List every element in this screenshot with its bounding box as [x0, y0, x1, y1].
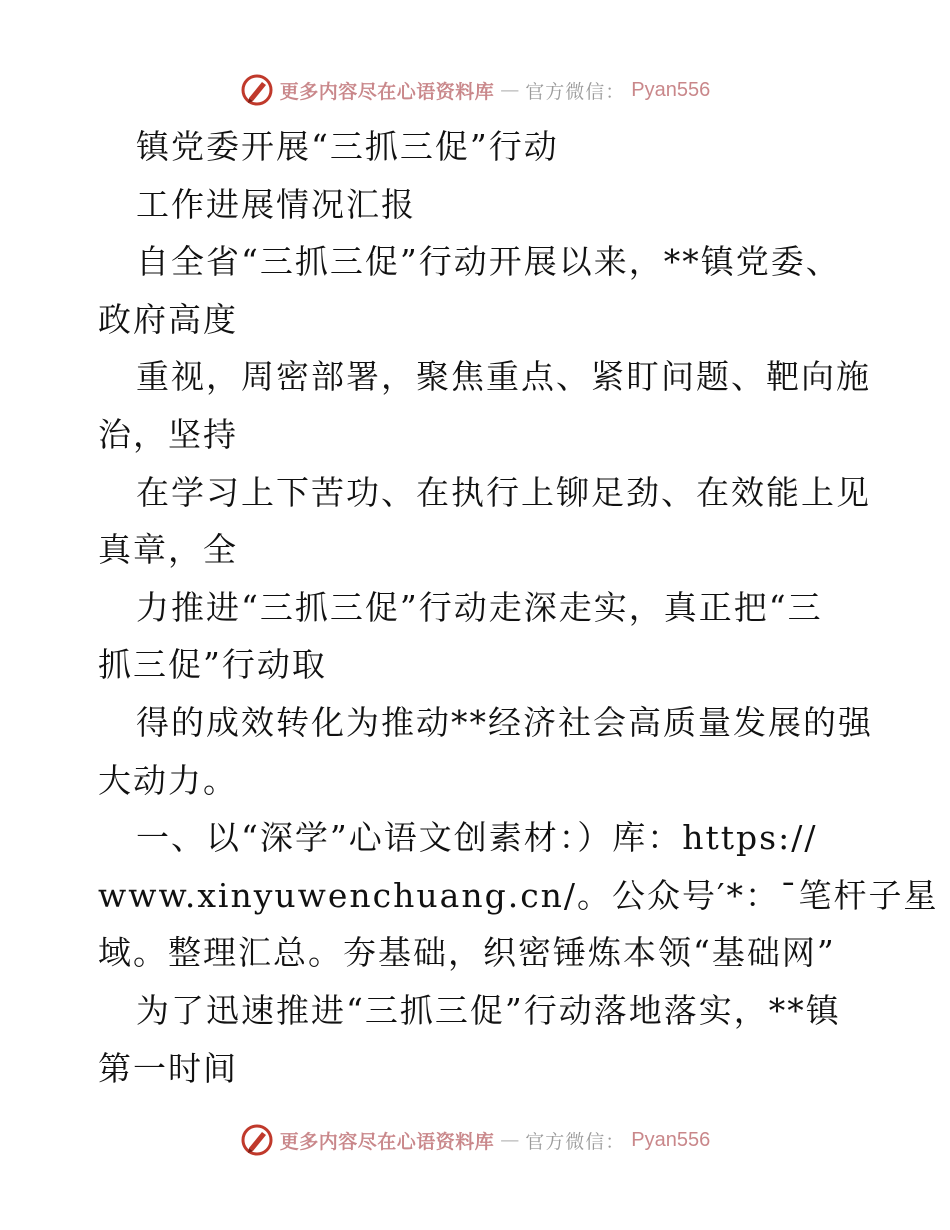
text-line: 自全省“三抓三促”行动开展以来，**镇党委、: [136, 242, 841, 282]
text-line: 域。整理汇总。夯基础，织密锤炼本领“基础网”: [98, 933, 836, 973]
watermark-text: 更多内容尽在心语资料库: [279, 80, 495, 103]
header-watermark: [0, 70, 950, 110]
watermark-wechat-label: 官方微信：: [525, 1130, 626, 1153]
pen-logo-icon: [240, 73, 274, 107]
watermark-separator: —: [500, 79, 520, 101]
watermark-wechat-id: Pyan556: [631, 1128, 711, 1151]
text-line: 真章，全: [98, 530, 238, 570]
text-line: 为了迅速推进“三抓三促”行动落地落实，**镇: [136, 990, 841, 1030]
text-line: 一、以“深学”心语文创素材：）库：https://: [136, 818, 818, 858]
watermark-separator: —: [500, 1129, 520, 1151]
text-line: 政府高度: [98, 299, 238, 339]
text-line: 大动力。: [98, 760, 238, 800]
text-line: 得的成效转化为推动**经济社会高质量发展的强: [136, 702, 873, 742]
watermark-text: 更多内容尽在心语资料库: [279, 1130, 495, 1153]
text-line: 治，坚持: [98, 414, 238, 454]
text-line: www.xinyuwenchuang.cn/。公众号′*：¯笔杆子星: [98, 875, 939, 915]
document-body: [98, 118, 939, 1097]
pen-logo-icon: [240, 1123, 274, 1157]
text-line: 镇党委开展“三抓三促”行动: [136, 127, 559, 166]
footer-watermark: [0, 1120, 950, 1160]
text-line: 重视，周密部署，聚焦重点、紧盯问题、靶向施: [136, 357, 871, 397]
watermark-wechat-label: 官方微信：: [525, 80, 626, 103]
text-line: 工作进展情况汇报: [136, 184, 416, 224]
text-line: 抓三促”行动取: [98, 645, 327, 685]
watermark-wechat-id: Pyan556: [631, 78, 711, 101]
text-line: 力推进“三抓三促”行动走深走实，真正把“三: [136, 587, 823, 627]
text-line: 在学习上下苦功、在执行上铆足劲、在效能上见: [136, 472, 871, 512]
text-line: 第一时间: [98, 1048, 238, 1088]
